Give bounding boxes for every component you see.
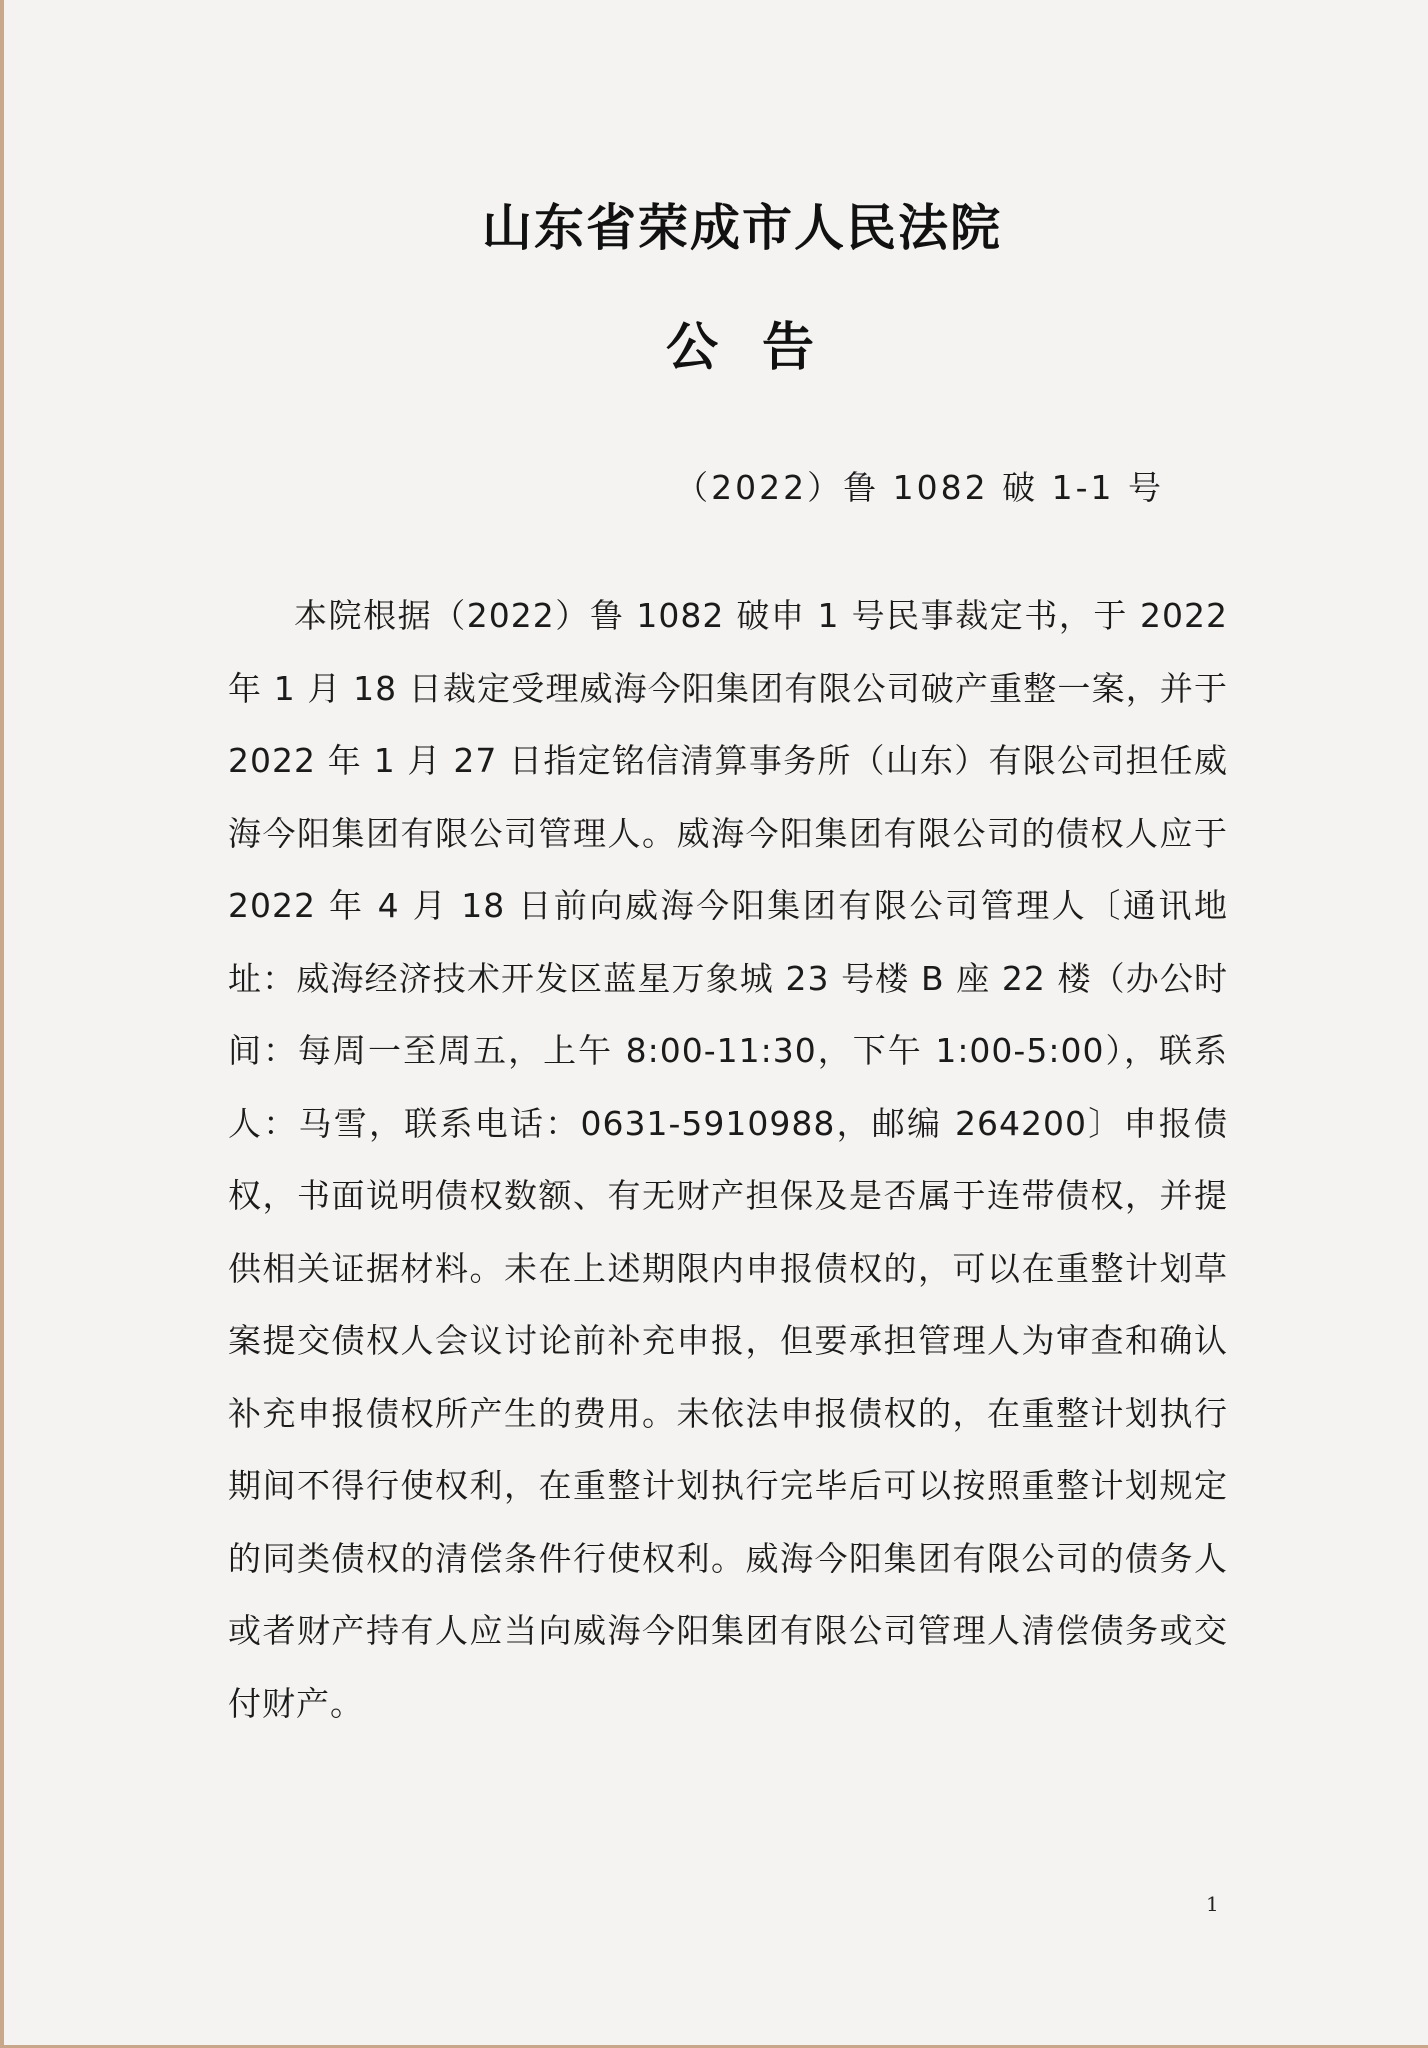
court-title: 山东省荣成市人民法院 xyxy=(482,198,1002,257)
notice-heading: 公告 xyxy=(665,317,858,378)
case-number: （2022）鲁 1082 破 1-1 号 xyxy=(675,468,1164,507)
notice-body: 本院根据（2022）鲁 1082 破申 1 号民事裁定书，于 2022 年 1 月 18 日裁定受理威海今阳集团有限公司破产重整一案，并于 2022 年 1 月 27 日指定铭信清算事务所（山东）有限公司担任威海今阳集团有限公司管理人。威海今阳集团有限公司的债权人应于 2022 年 4 月 18 日前向威海今阳集团有限公司管理人〔通讯地址：威海经济技术开发区蓝星万象城 23 号楼 B 座 22 楼（办公时间：每周一至周五，上午 8:00-11:30，下午 1:00-5:00），联系人：马雪，联系电话：0631-5910988，邮编 264200〕申报债权，书面说明债权数额、有无财产担保及是否属于连带债权，并提供相关证据材料。未在上述期限内申报债权的，可以在重整计划草案提交债权人会议讨论前补充申报，但要承担管理人为审查和确认补充申报债权所产生的费用。未依法申报债权的，在重整计划执行期间不得行使权利，在重整计划执行完毕后可以按照重整计划规定的同类债权的清偿条件行使权利。威海今阳集团有限公司的债务人或者财产持有人应当向威海今阳集团有限公司管理人清偿债务或交付财产。 xyxy=(228,596,1228,1723)
page-number: 1 xyxy=(1206,1892,1219,1916)
